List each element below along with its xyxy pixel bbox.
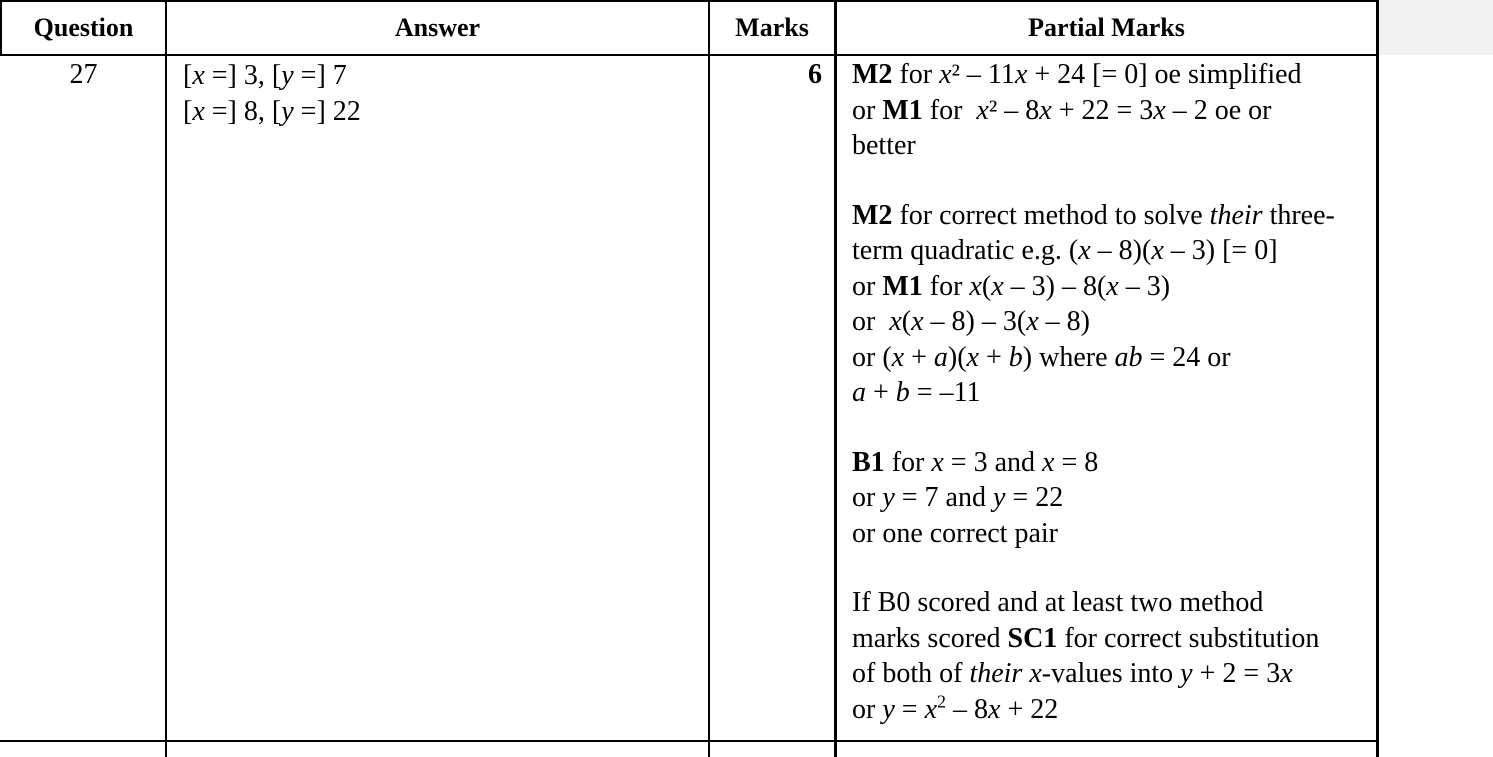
header-partial-marks: Partial Marks: [1028, 13, 1185, 42]
question-number: 27: [69, 59, 98, 90]
header-answer: Answer: [394, 13, 481, 42]
header-marks: Marks: [735, 13, 809, 42]
header-strip: [1378, 0, 1493, 55]
column-divider-2: [708, 0, 710, 757]
answer-line-1: [x =] 3, [y =] 7: [183, 60, 347, 91]
marks-value: 6: [808, 59, 822, 90]
header-question: Question: [33, 13, 134, 42]
table-header-divider: [0, 54, 1378, 56]
answer-cell: [183, 58, 703, 130]
partial-marks-cell: [852, 57, 1372, 727]
partial-paragraph-4: If B0 scored and at least two method marks scored SC1 for correct substitution of both of their x-values into y + 2 = 3x or $y = x^2 - 8x + 22$: [852, 587, 1320, 725]
table-row-divider: [0, 740, 1378, 742]
column-divider-1: [165, 0, 167, 757]
column-divider-3: [834, 0, 837, 757]
table-border-right: [1376, 0, 1379, 757]
partial-paragraph-2: M2 for correct method to solve their three- term quadratic e.g. (x – 8)(x – 3) [= 0] or M1 for x(x – 3) – 8(x – 3) or x(x – 8) – 3(x – 8) or (x + a)(x + b) where ab = 24 or a + b = –11: [852, 199, 1335, 408]
partial-paragraph-3: B1 for x = 3 and x = 8 or y = 7 and y = 22 or one correct pair: [852, 446, 1099, 549]
partial-paragraph-1: M2 for x² – 11x + 24 [= 0] oe simplified or M1 for x² – 8x + 22 = 3x – 2 oe or better: [852, 59, 1302, 161]
answer-line-2: [x =] 8, [y =] 22: [183, 96, 361, 127]
